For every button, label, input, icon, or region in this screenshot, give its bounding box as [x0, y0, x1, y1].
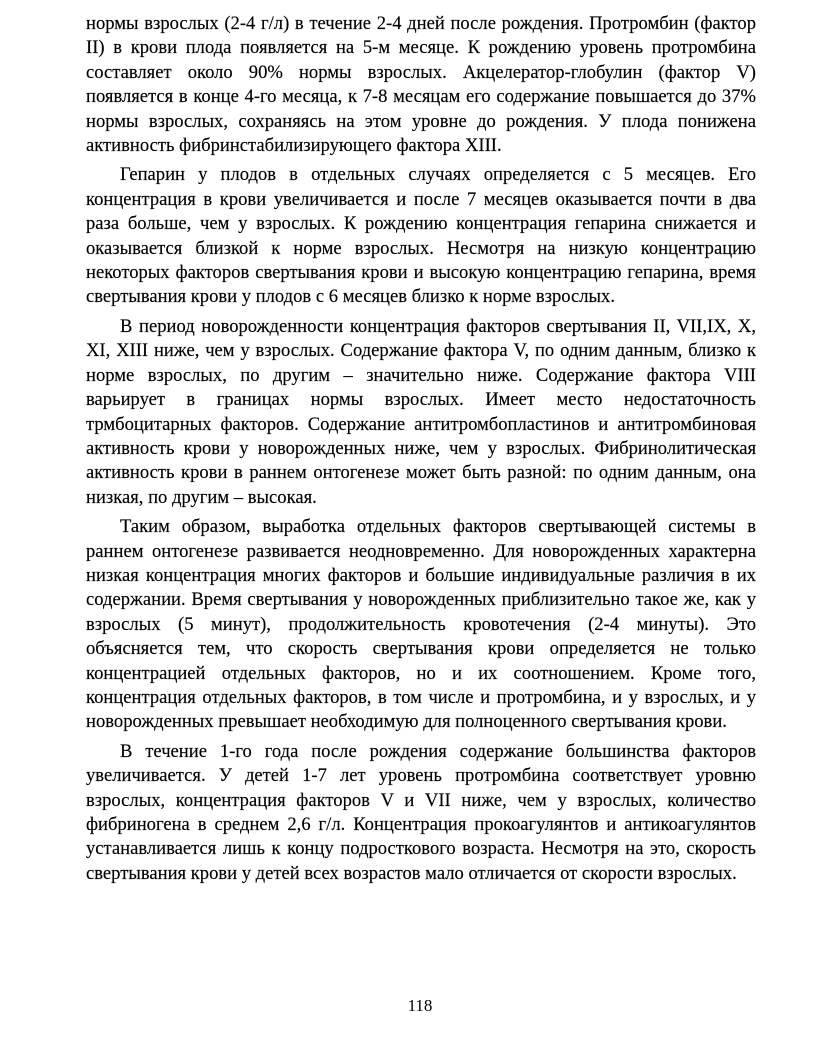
paragraph-3: В период новорожденности концентрация факторов свертывания II, VII,IX, X, XI, XIII ниже, чем у взрослых. Содержание фактора V, по одним данным, близко к норме взрослых, по другим – значительно ниже. Содержание фактора VIII варьирует в границах нормы взрослых. Имеет место недостаточность трмбоцитарных факторов. Содержание антитромбопластинов и антитромбиновая активность крови у новорожденных ниже, чем у взрослых. Фибринолитическая активность крови в раннем онтогенезе может быть разной: по одним данным, она низкая, по другим – высокая. [86, 315, 756, 508]
paragraph-1: нормы взрослых (2-4 г/л) в течение 2-4 дней после рождения. Протромбин (фактор II) в крови плода появляется на 5-м месяце. К рождению уровень протромбина составляет около 90% нормы взрослых. Акцелератор-глобулин (фактор V) появляется в конце 4-го месяца, к 7-8 месяцам его содержание повышается до 37% нормы взрослых, сохраняясь на этом уровне до рождения. У плода понижена активность фибринстабилизирующего фактора XIII. [86, 13, 756, 157]
paragraph-2: Гепарин у плодов в отдельных случаях определяется с 5 месяцев. Его концентрация в крови увеличивается и после 7 месяцев оказывается почти в два раза больше, чем у взрослых. К рождению концентрация гепарина снижается и оказывается близкой к норме взрослых. Несмотря на низкую концентрацию некоторых факторов свертывания крови и высокую концентрацию гепарина, время свертывания крови у плодов с 6 месяцев близко к норме взрослых. [86, 164, 756, 308]
paragraph-5: В течение 1-го года после рождения содержание большинства факторов увеличивается. У детей 1-7 лет уровень протромбина соответствует уровню взрослых, концентрация факторов V и VII ниже, чем у взрослых, количество фибриногена в среднем 2,6 г/л. Концентрация прокоагулянтов и антикоагулянтов устанавливается лишь к концу подросткового возраста. Несмотря на это, скорость свертывания крови у детей всех возрастов мало отличается от скорости взрослых. [86, 740, 756, 884]
body-text [86, 12, 756, 891]
page-number: 118 [407, 996, 433, 1015]
paragraph-4: Таким образом, выработка отдельных факторов свертывающей системы в раннем онтогенезе развивается неодновременно. Для новорожденных характерна низкая концентрация многих факторов и большие индивидуальные различия в их содержании. Время свертывания у новорожденных приблизительно такое же, как у взрослых (5 минут), продолжительность кровотечения (2-4 минуты). Это объясняется тем, что скорость свертывания крови определяется не только концентрацией отдельных факторов, но и их соотношением. Кроме того, концентрация отдельных факторов, в том числе и протромбина, и у взрослых, и у новорожденных превышает необходимую для полноценного свертывания крови. [86, 516, 756, 733]
